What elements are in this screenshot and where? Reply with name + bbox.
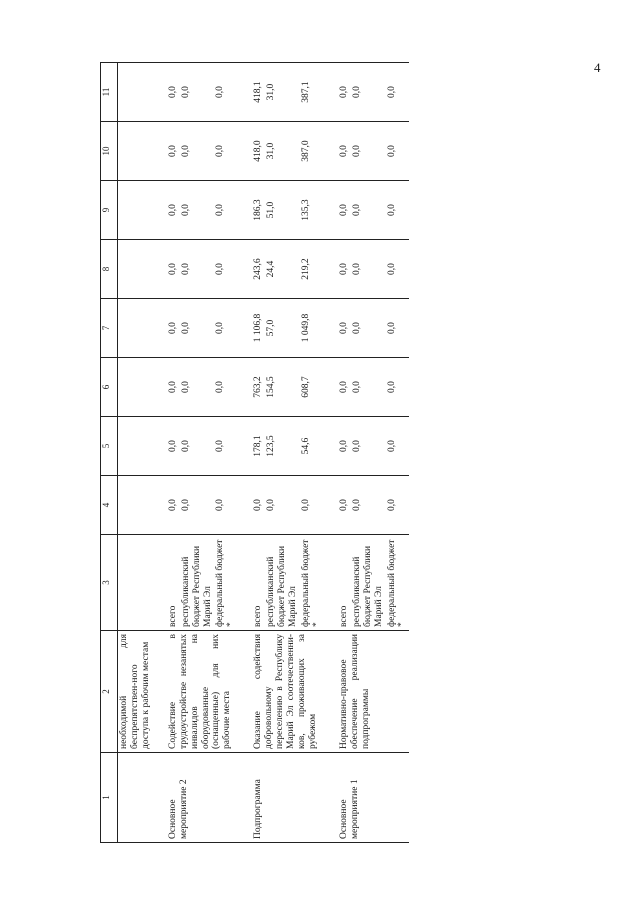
value-cell: 0,0 xyxy=(167,63,180,122)
value-cell: 31,0 xyxy=(265,122,300,181)
program-name: Подпрограмма xyxy=(252,753,324,843)
value-cell: 0,0 xyxy=(214,299,238,358)
value-cell: 0,0 xyxy=(386,240,410,299)
page-number: 4 xyxy=(594,60,601,75)
header-col-11: 11 xyxy=(101,63,118,122)
value-cell: 0,0 xyxy=(351,63,386,122)
value-cell: 1 049,8 xyxy=(300,299,324,358)
value-cell: 0,0 xyxy=(167,122,180,181)
value-cell: 0,0 xyxy=(386,299,410,358)
funding-source: республиканский бюджет Республики Марий Эл xyxy=(351,535,386,631)
value-cell: 0,0 xyxy=(386,181,410,240)
table-row xyxy=(338,63,351,843)
value-cell: 0,0 xyxy=(214,181,238,240)
value-cell: 0,0 xyxy=(180,63,215,122)
value-cell: 0,0 xyxy=(167,476,180,535)
funding-source: всего xyxy=(252,535,265,631)
value-cell: 763,2 xyxy=(252,358,265,417)
value-cell: 0,0 xyxy=(386,63,410,122)
value-cell: 0,0 xyxy=(386,476,410,535)
value-cell: 1 106,8 xyxy=(252,299,265,358)
value-cell: 0,0 xyxy=(214,476,238,535)
value-cell: 0,0 xyxy=(167,299,180,358)
value-cell: 123,5 xyxy=(265,417,300,476)
value-cell: 0,0 xyxy=(180,299,215,358)
value-cell: 0,0 xyxy=(214,417,238,476)
value-cell: 0,0 xyxy=(338,122,351,181)
value-cell: 0,0 xyxy=(167,417,180,476)
value-cell: 0,0 xyxy=(265,476,300,535)
value-cell: 387,0 xyxy=(300,122,324,181)
program-description: Содействие в трудоустройстве незанятых инвалидов на оборудованные (оснащенные) для них рабочие места xyxy=(167,631,239,753)
value-cell: 0,0 xyxy=(180,417,215,476)
value-cell: 0,0 xyxy=(338,63,351,122)
header-col-10: 10 xyxy=(101,122,118,181)
header-col-7: 7 xyxy=(101,299,118,358)
value-cell: 608,7 xyxy=(300,358,324,417)
value-cell: 0,0 xyxy=(180,358,215,417)
program-name: Основное мероприятие 2 xyxy=(167,753,239,843)
header-col-6: 6 xyxy=(101,358,118,417)
header-col-1: 1 xyxy=(101,753,118,843)
header-col-2: 2 xyxy=(101,631,118,753)
funding-source: республиканский бюджет Республики Марий Эл xyxy=(180,535,215,631)
header-col-8: 8 xyxy=(101,240,118,299)
value-cell: 0,0 xyxy=(351,122,386,181)
header-col-3: 3 xyxy=(101,535,118,631)
value-cell: 0,0 xyxy=(386,417,410,476)
value-cell: 0,0 xyxy=(214,122,238,181)
value-cell: 0,0 xyxy=(167,181,180,240)
value-cell: 0,0 xyxy=(351,181,386,240)
table-row xyxy=(167,63,180,843)
program-description: Оказание содействия добровольному переселению в Республику Марий Эл соотечественни-ков, проживающих за рубежом xyxy=(252,631,324,753)
continuation-row xyxy=(118,63,153,843)
value-cell: 0,0 xyxy=(351,299,386,358)
value-cell: 0,0 xyxy=(180,181,215,240)
value-cell: 0,0 xyxy=(338,299,351,358)
value-cell: 186,3 xyxy=(252,181,265,240)
funding-source: федеральный бюджет * xyxy=(214,535,238,631)
value-cell: 0,0 xyxy=(214,358,238,417)
value-cell: 31,0 xyxy=(265,63,300,122)
value-cell: 51,0 xyxy=(265,181,300,240)
value-cell: 0,0 xyxy=(351,358,386,417)
value-cell: 154,5 xyxy=(265,358,300,417)
program-name: Основное мероприятие 1 xyxy=(338,753,410,843)
value-cell: 0,0 xyxy=(338,476,351,535)
value-cell: 0,0 xyxy=(338,417,351,476)
value-cell: 0,0 xyxy=(180,240,215,299)
rotated-table-container xyxy=(100,63,618,843)
value-cell: 0,0 xyxy=(167,358,180,417)
value-cell: 0,0 xyxy=(351,476,386,535)
value-cell: 135,3 xyxy=(300,181,324,240)
value-cell: 0,0 xyxy=(214,63,238,122)
value-cell: 0,0 xyxy=(252,476,265,535)
continuation-text: необходимой для беспрепятствен-ного доступа к рабочим местам xyxy=(118,631,153,753)
value-cell: 24,4 xyxy=(265,240,300,299)
value-cell: 0,0 xyxy=(180,476,215,535)
value-cell: 0,0 xyxy=(338,181,351,240)
value-cell: 57,0 xyxy=(265,299,300,358)
value-cell: 0,0 xyxy=(386,122,410,181)
header-col-4: 4 xyxy=(101,476,118,535)
value-cell: 0,0 xyxy=(214,240,238,299)
value-cell: 0,0 xyxy=(338,358,351,417)
value-cell: 418,0 xyxy=(252,122,265,181)
funding-source: всего xyxy=(338,535,351,631)
table-body xyxy=(118,63,410,843)
value-cell: 0,0 xyxy=(351,417,386,476)
funding-source: республиканский бюджет Республики Марий Эл xyxy=(265,535,300,631)
budget-table xyxy=(100,62,409,843)
header-col-5: 5 xyxy=(101,417,118,476)
funding-source: федеральный бюджет * xyxy=(300,535,324,631)
value-cell: 243,6 xyxy=(252,240,265,299)
value-cell: 387,1 xyxy=(300,63,324,122)
value-cell: 418,1 xyxy=(252,63,265,122)
value-cell: 219,2 xyxy=(300,240,324,299)
value-cell: 54,6 xyxy=(300,417,324,476)
table-row xyxy=(252,63,265,843)
value-cell: 0,0 xyxy=(386,358,410,417)
value-cell: 0,0 xyxy=(167,240,180,299)
header-row xyxy=(101,63,118,843)
value-cell: 0,0 xyxy=(351,240,386,299)
header-col-9: 9 xyxy=(101,181,118,240)
funding-source: всего xyxy=(167,535,180,631)
value-cell: 178,1 xyxy=(252,417,265,476)
funding-source: федеральный бюджет * xyxy=(386,535,410,631)
value-cell: 0,0 xyxy=(300,476,324,535)
value-cell: 0,0 xyxy=(338,240,351,299)
value-cell: 0,0 xyxy=(180,122,215,181)
program-description: Нормативно-правовое обеспечение реализации подпрограммы xyxy=(338,631,410,753)
